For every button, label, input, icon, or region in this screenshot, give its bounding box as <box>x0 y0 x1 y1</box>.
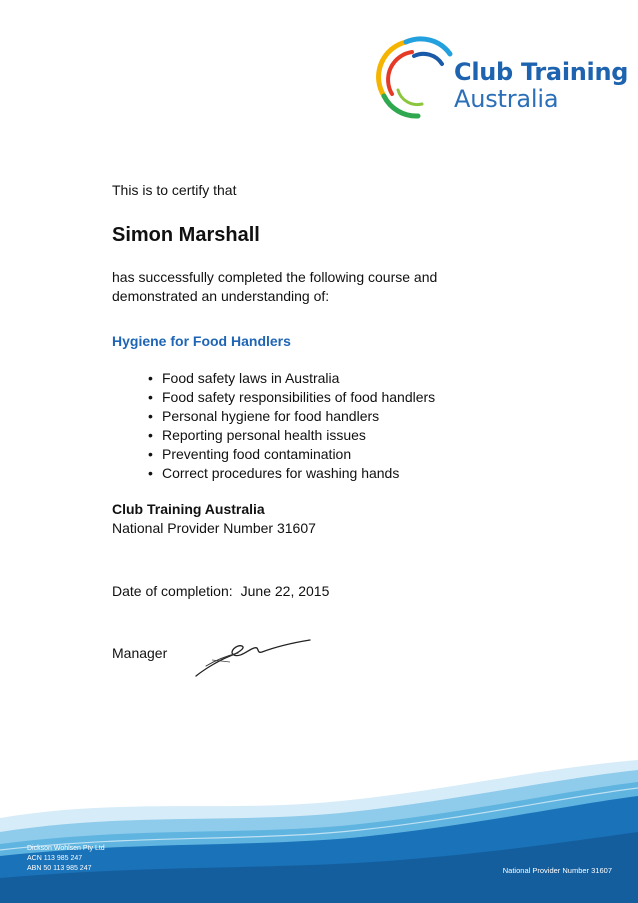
footer-company-line: ACN 113 985 247 <box>27 855 83 862</box>
certify-intro: This is to certify that <box>112 182 237 198</box>
completion-date-row <box>112 582 329 601</box>
provider-number: National Provider Number 31607 <box>112 520 316 536</box>
topic-item: • Food safety responsibilities of food handlers <box>148 388 435 407</box>
logo-subtitle: Australia <box>454 85 559 113</box>
recipient-name: Simon Marshall <box>112 224 260 246</box>
topic-item: • Reporting personal health issues <box>148 426 435 445</box>
footer-provider-number: National Provider Number 31607 <box>502 866 612 875</box>
topic-item: • Food safety laws in Australia <box>148 369 435 388</box>
logo-title: Club Training <box>454 58 629 86</box>
club-training-australia-logo <box>372 34 629 124</box>
completion-label: Date of completion: <box>112 583 233 599</box>
topic-list <box>148 369 435 483</box>
topic-item: • Correct procedures for washing hands <box>148 464 435 483</box>
completion-date: June 22, 2015 <box>240 583 330 599</box>
completion-statement: has successfully completed the following course and demonstrated an understanding of: <box>112 269 438 304</box>
footer-wave-band <box>0 760 638 903</box>
topic-item: • Preventing food contamination <box>148 445 435 464</box>
footer-company-details <box>27 844 105 874</box>
organization-name: Club Training Australia <box>112 501 265 517</box>
signatory-role: Manager <box>112 645 168 661</box>
topic-item: • Personal hygiene for food handlers <box>148 407 435 426</box>
course-title: Hygiene for Food Handlers <box>112 333 291 349</box>
footer-company-line: ABN 50 113 985 247 <box>27 865 92 872</box>
multicolor-swirl-icon <box>372 34 462 124</box>
manager-signature <box>190 626 320 687</box>
footer-company-line: Dickson Wohlsen Pty Ltd <box>27 845 105 852</box>
